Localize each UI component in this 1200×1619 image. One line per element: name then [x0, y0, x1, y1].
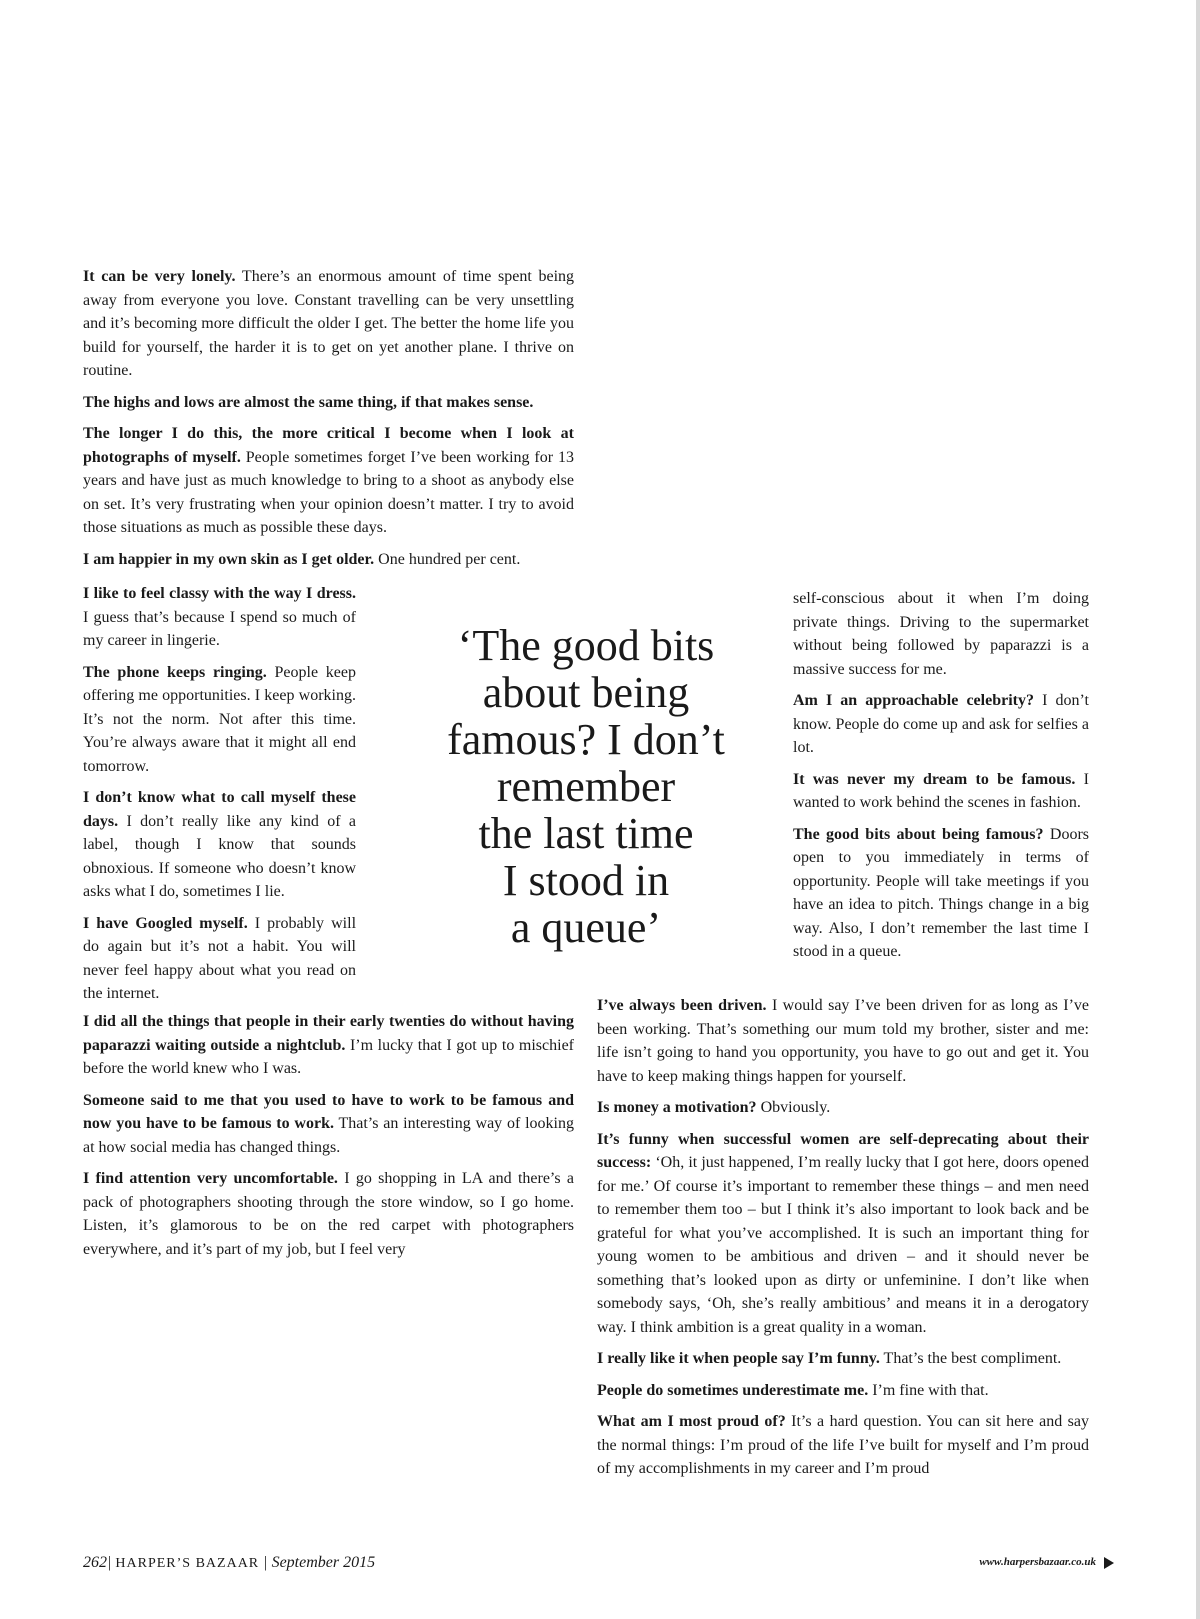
pull-quote-line: ‘The good bits: [457, 621, 715, 670]
column-top-left: [83, 265, 574, 579]
paragraph-lead: I really like it when people say I’m funny.: [597, 1350, 880, 1367]
paragraph: [793, 768, 1089, 815]
paragraph: [83, 661, 356, 779]
paragraph: [597, 1096, 1089, 1120]
paragraph: [83, 422, 574, 540]
paragraph-lead: The phone keeps ringing.: [83, 663, 267, 681]
paragraph: [83, 1167, 574, 1261]
paragraph-text: Doors open to you immediately in terms of opportunity. People will take meetings if you have an idea to pitch. Things change in a big way. Also, I don’t remember the last time I stood in a queue.: [793, 825, 1090, 960]
paragraph: [597, 1410, 1089, 1481]
paragraph: [597, 994, 1089, 1088]
paragraph-lead: I like to feel classy with the way I dress.: [83, 585, 356, 602]
column-bottom-left: [83, 1010, 574, 1269]
paragraph-lead: It’s funny when successful women are self-deprecating about their success:: [597, 1130, 1089, 1171]
magazine-name: HARPER’S BAZAAR: [115, 1556, 260, 1571]
paragraph-text: I guess that’s because I spend so much of my career in lingerie.: [83, 608, 356, 649]
paragraph: [83, 548, 574, 572]
paragraph-text: Obviously.: [756, 1099, 831, 1116]
pull-quote-line: remember: [496, 762, 676, 811]
paragraph-lead: Someone said to me that you used to have to work to be famous and now you have to be famous to work.: [83, 1091, 574, 1132]
paragraph: [793, 823, 1089, 964]
paragraph-lead: It was never my dream to be famous.: [793, 770, 1076, 788]
paragraph-lead: It can be very lonely.: [83, 268, 236, 285]
pull-quote-line: about being: [482, 668, 690, 717]
paragraph: [83, 582, 356, 653]
page-number: 262: [83, 1554, 107, 1571]
pull-quote-line: I stood in: [502, 856, 670, 905]
paragraph-text: self-conscious about it when I’m doing private things. Driving to the supermarket without being followed by paparazzi is a massive success for me.: [793, 590, 1089, 678]
paragraph-text: People keep offering me opportunities. I keep working. It’s not the norm. Not after this time. You’re always aware that it might all end tomorrow.: [83, 663, 357, 775]
paragraph-lead: People do sometimes underestimate me.: [597, 1381, 869, 1399]
paragraph-text: I go shopping in LA and there’s a pack of photographers shooting through the store window, so I go home. Listen, it’s glamorous to be on the red carpet with photographers everywhere, and it’s part of my job, but I feel very: [83, 1170, 574, 1258]
paragraph: [83, 912, 356, 1006]
paragraph-text: I probably will do again but it’s not a habit. You will never feel happy about what you read on the internet.: [83, 914, 357, 1002]
paragraph-lead: I did all the things that people in their early twenties do without having paparazzi waiting outside a nightclub.: [83, 1013, 574, 1054]
paragraph-text: That’s the best compliment.: [879, 1350, 1062, 1367]
pull-quote-line: the last time: [478, 809, 694, 858]
paragraph-text: ‘Oh, it just happened, I’m really lucky that I got here, doors opened for me.’ Of course it’s important to remember these things – and men need to remember them too – but I think it’s also important to look back and be grateful for what you’ve accomplished. It is such an important thing for young women to be ambitious and driven – and it should never be something that’s looked upon as dirty or unfeminine. I don’t like when somebody says, ‘Oh, she’s really ambitious’ and means it in a derogatory way. I think ambition is a great quality in a woman.: [597, 1154, 1089, 1336]
paragraph: [597, 1347, 1089, 1371]
paragraph-text: People sometimes forget I’ve been working for 13 years and have just as much knowledge to bring to a shoot as anybody else on set. It’s very frustrating when your opinion doesn’t matter. I try to avoid those situations as much as possible these days.: [83, 448, 574, 536]
paragraph-text: It’s a hard question. You can sit here and say the normal things: I’m proud of the life I’ve built for myself and I’m proud of my accomplishments in my career and I’m proud: [597, 1413, 1089, 1477]
paragraph-lead: I find attention very uncomfortable.: [83, 1170, 338, 1187]
paragraph-lead: The longer I do this, the more critical I become when I look at photographs of myself.: [83, 425, 574, 466]
paragraph: [83, 391, 574, 415]
folio: 262| HARPER’S BAZAAR | September 2015: [83, 1554, 376, 1571]
paragraph-text: I wanted to work behind the scenes in fashion.: [793, 770, 1090, 811]
paragraph-lead: I’ve always been driven.: [597, 997, 767, 1014]
paragraph-lead: I am happier in my own skin as I get older.: [83, 550, 375, 568]
paragraph-text: That’s an interesting way of looking at how social media has changed things.: [83, 1115, 575, 1156]
paragraph-text: There’s an enormous amount of time spent being away from everyone you love. Constant travelling can be very unsettling and it’s becoming more difficult the older I get. The better the home life you build for yourself, the harder it is to get on yet another plane. I thrive on routine.: [83, 268, 575, 379]
column-right: [597, 994, 1089, 1489]
paragraph-lead: I don’t know what to call myself these days.: [83, 789, 356, 830]
paragraph: [83, 786, 356, 904]
paragraph: [793, 587, 1089, 681]
pull-quote: [436, 622, 736, 951]
page-edge: [1196, 0, 1200, 1619]
column-right-top: [793, 587, 1089, 972]
paragraph-lead: The highs and lows are almost the same thing, if that makes sense.: [83, 393, 534, 411]
pull-quote-line: a queue’: [510, 903, 662, 952]
paragraph-lead: I have Googled myself.: [83, 914, 248, 932]
paragraph-lead: The good bits about being famous?: [793, 825, 1044, 843]
paragraph-text: I’m lucky that I got up to mischief before the world knew who I was.: [83, 1036, 575, 1077]
paragraph-text: One hundred per cent.: [374, 550, 521, 568]
paragraph: [793, 689, 1089, 760]
paragraph-text: I don’t really like any kind of a label, though I know that sounds obnoxious. If someone who doesn’t know asks what I do, sometimes I lie.: [83, 812, 356, 900]
paragraph: [597, 1379, 1089, 1403]
paragraph-lead: Is money a motivation?: [597, 1099, 757, 1116]
paragraph-text: I don’t know. People do come up and ask for selfies a lot.: [793, 692, 1089, 756]
paragraph-lead: Am I an approachable celebrity?: [793, 692, 1034, 709]
website-url[interactable]: www.harpersbazaar.co.uk: [979, 1556, 1096, 1568]
paragraph: [83, 1010, 574, 1081]
column-narrow-left: [83, 582, 356, 1014]
next-page-arrow-icon: [1104, 1557, 1114, 1569]
issue-date: September 2015: [271, 1554, 376, 1571]
paragraph-text: I’m fine with that.: [868, 1381, 989, 1399]
pull-quote-line: famous? I don’t: [447, 715, 725, 764]
paragraph: [83, 1089, 574, 1160]
paragraph: [83, 265, 574, 383]
paragraph: [597, 1128, 1089, 1340]
paragraph-lead: What am I most proud of?: [597, 1413, 786, 1430]
paragraph-text: I would say I’ve been driven for as long as I’ve been working. That’s something our mum told my brother, sister and me: life isn’t going to hand you opportunity, you have to go out and get it. You have to keep making things happen for yourself.: [597, 997, 1089, 1085]
